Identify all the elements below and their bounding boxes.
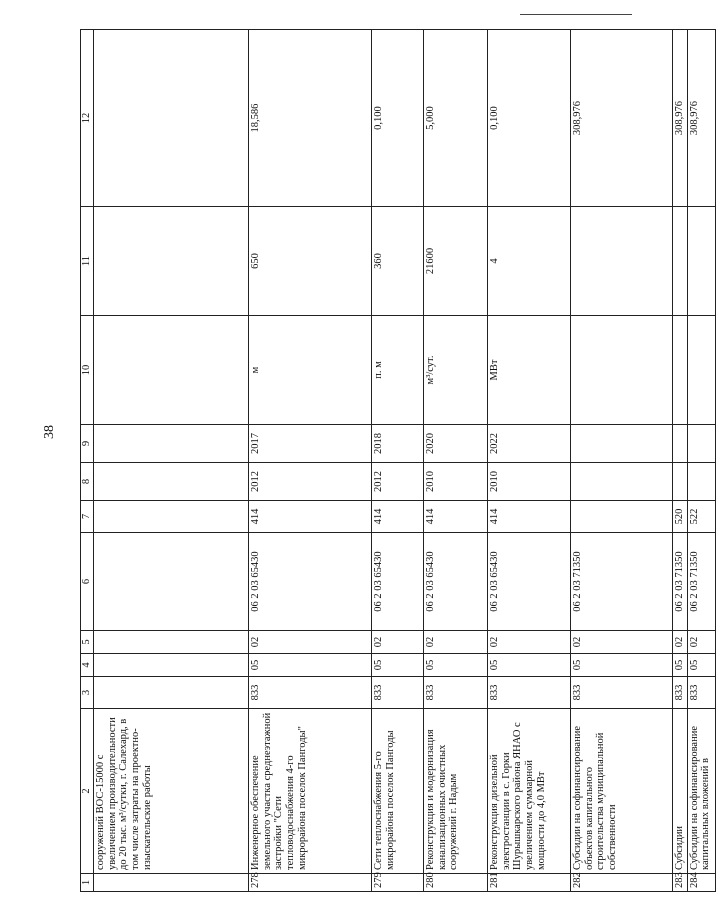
table-row: [570, 30, 672, 892]
column-number-cell: 8: [81, 463, 94, 501]
item-name-cell: Субсидии на софинансирование капитальных вложений в: [687, 709, 715, 874]
table-cell: 2018: [371, 425, 423, 463]
table-cell: [687, 463, 715, 501]
table-cell: 05: [423, 654, 487, 677]
table-cell: п. м: [371, 316, 423, 425]
column-number-cell: 7: [81, 501, 94, 533]
table-cell: 650: [248, 207, 371, 316]
table-cell: 2010: [487, 463, 570, 501]
column-number-cell: 10: [81, 316, 94, 425]
table-cell: [672, 207, 687, 316]
column-number-cell: 9: [81, 425, 94, 463]
table-cell: [672, 425, 687, 463]
table-cell: 02: [248, 631, 371, 654]
table-cell: [93, 654, 248, 677]
table-cell: 05: [672, 654, 687, 677]
table-cell: 308,976: [570, 30, 672, 207]
table-cell: 05: [487, 654, 570, 677]
table-cell: 05: [687, 654, 715, 677]
table-cell: 414: [371, 501, 423, 533]
table-cell: [570, 207, 672, 316]
table-cell: 02: [371, 631, 423, 654]
table-cell: 2012: [371, 463, 423, 501]
table-cell: [93, 463, 248, 501]
row-number-cell: [93, 874, 248, 892]
table-cell: 06 2 03 71350: [570, 533, 672, 631]
item-name-cell: сооружений ВОС-15000 с увеличением производительности до 20 тыс. м³/сутки, г. Салехард, в том числе затраты на проектно-изыскательские работы: [93, 709, 248, 874]
table-cell: 2010: [423, 463, 487, 501]
table-cell: 833: [570, 677, 672, 709]
header-row: [81, 30, 94, 892]
table-cell: [687, 316, 715, 425]
table-cell: [93, 533, 248, 631]
table-row: [423, 30, 487, 892]
table-cell: 0,100: [371, 30, 423, 207]
table-cell: [570, 316, 672, 425]
table-cell: 18,586: [248, 30, 371, 207]
table-cell: [672, 316, 687, 425]
table-cell: 414: [423, 501, 487, 533]
item-name-cell: Инженерное обеспечение земельного участка среднеэтажной застройки "Сети тепловодоснабжения 4-го микрорайона поселок Пангоды": [248, 709, 371, 874]
table-cell: м³/сут.: [423, 316, 487, 425]
table-cell: м: [248, 316, 371, 425]
table-cell: 06 2 03 71350: [672, 533, 687, 631]
row-number-cell: 281: [487, 874, 570, 892]
column-number-cell: 3: [81, 677, 94, 709]
table-cell: 06 2 03 65430: [248, 533, 371, 631]
page-number: 38: [42, 425, 57, 439]
table-cell: [672, 463, 687, 501]
table-cell: [93, 316, 248, 425]
column-number-cell: 11: [81, 207, 94, 316]
table-container: [80, 30, 712, 892]
item-name-cell: Субсидии на софинансирование объектов капитального строительства муниципальной собственности: [570, 709, 672, 874]
table-cell: 06 2 03 65430: [487, 533, 570, 631]
table-cell: 2022: [487, 425, 570, 463]
table-cell: 02: [423, 631, 487, 654]
table-cell: 21600: [423, 207, 487, 316]
table-cell: 833: [423, 677, 487, 709]
table-cell: 2020: [423, 425, 487, 463]
table-cell: [93, 631, 248, 654]
table-cell: 308,976: [687, 30, 715, 207]
table-cell: 05: [248, 654, 371, 677]
table-body: [81, 30, 716, 892]
table-cell: 4: [487, 207, 570, 316]
table-cell: МВт: [487, 316, 570, 425]
table-cell: [570, 463, 672, 501]
row-number-cell: 283: [672, 874, 687, 892]
row-number-cell: 279: [371, 874, 423, 892]
table-cell: 522: [687, 501, 715, 533]
table-cell: [93, 207, 248, 316]
table-cell: 06 2 03 65430: [371, 533, 423, 631]
table-cell: 02: [672, 631, 687, 654]
rotated-page: [80, 30, 712, 892]
column-number-cell: 1: [81, 874, 94, 892]
table-row: [487, 30, 570, 892]
top-rule: [520, 14, 632, 15]
table-cell: [93, 501, 248, 533]
column-number-cell: 5: [81, 631, 94, 654]
table-cell: 2017: [248, 425, 371, 463]
row-number-cell: 284: [687, 874, 715, 892]
table-cell: 2012: [248, 463, 371, 501]
table-cell: 414: [487, 501, 570, 533]
table-cell: 0,100: [487, 30, 570, 207]
table-cell: 02: [570, 631, 672, 654]
row-number-cell: 278: [248, 874, 371, 892]
table-cell: 05: [570, 654, 672, 677]
table-cell: [687, 207, 715, 316]
table-cell: 06 2 03 65430: [423, 533, 487, 631]
item-name-cell: Реконструкция и модернизация канализационных очистных сооружений г. Надым: [423, 709, 487, 874]
table-cell: [93, 677, 248, 709]
row-number-cell: 280: [423, 874, 487, 892]
column-number-cell: 12: [81, 30, 94, 207]
table-row: [248, 30, 371, 892]
item-name-cell: Сети теплоснабжения 5-го микрорайона поселок Пангоды: [371, 709, 423, 874]
table-row: [672, 30, 687, 892]
column-number-cell: 6: [81, 533, 94, 631]
table-cell: [93, 30, 248, 207]
table-row: [93, 30, 248, 892]
table-cell: 06 2 03 71350: [687, 533, 715, 631]
item-name-cell: Реконструкция дизельной электростанции в с. Горки Шурышкарского района ЯНАО с увеличением суммарной мощности до 4,0 МВт: [487, 709, 570, 874]
table-row: [687, 30, 715, 892]
row-number-cell: 282: [570, 874, 672, 892]
table-cell: 360: [371, 207, 423, 316]
table-row: [371, 30, 423, 892]
table-cell: [93, 425, 248, 463]
table-cell: 05: [371, 654, 423, 677]
column-number-cell: 2: [81, 709, 94, 874]
table-cell: 02: [487, 631, 570, 654]
table-cell: 833: [248, 677, 371, 709]
table-cell: [570, 425, 672, 463]
table-cell: 414: [248, 501, 371, 533]
table-cell: [687, 425, 715, 463]
table-cell: 833: [672, 677, 687, 709]
table-cell: 308,976: [672, 30, 687, 207]
item-name-cell: Субсидии: [672, 709, 687, 874]
table-cell: 02: [687, 631, 715, 654]
budget-table: [80, 29, 716, 892]
table-cell: 833: [487, 677, 570, 709]
table-cell: 833: [371, 677, 423, 709]
column-number-cell: 4: [81, 654, 94, 677]
table-cell: 833: [687, 677, 715, 709]
table-cell: 5,000: [423, 30, 487, 207]
table-cell: 520: [672, 501, 687, 533]
table-cell: [570, 501, 672, 533]
